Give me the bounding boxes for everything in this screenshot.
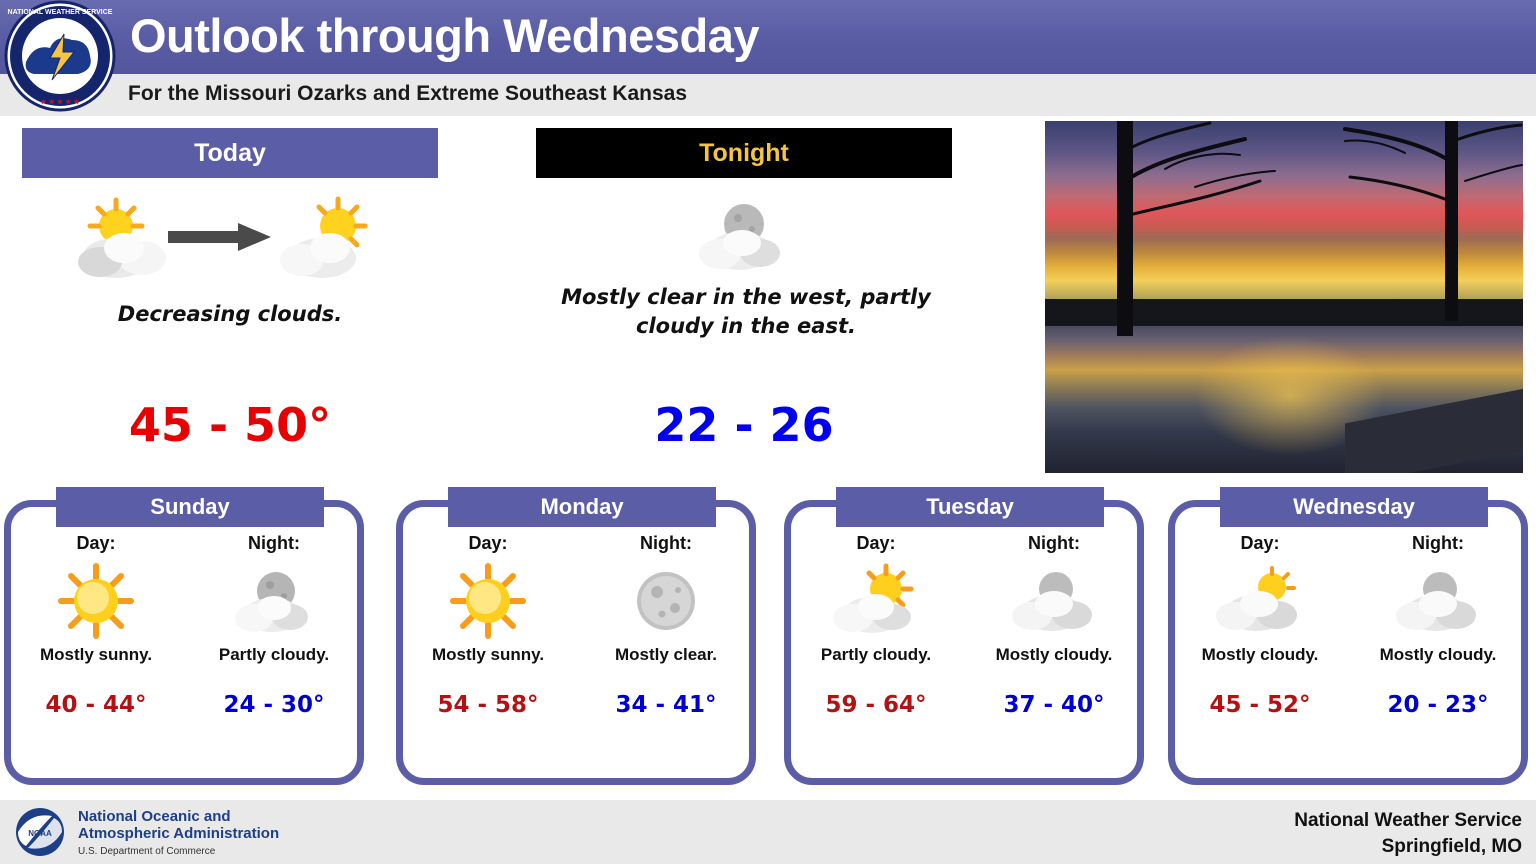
forecast-card-title: Monday (448, 487, 716, 527)
moon-behind-cloud-icon (694, 196, 790, 276)
day-label: Day: (468, 533, 508, 553)
sun-behind-cloud-icon (78, 196, 176, 284)
page-title: Outlook through Wednesday (130, 9, 759, 62)
mostly-cloudy-icon (1171, 558, 1349, 644)
night-condition: Mostly cloudy. (1379, 645, 1497, 664)
office-info (1294, 808, 1522, 859)
day-label: Day: (856, 533, 896, 553)
moon-icon (577, 558, 755, 644)
forecast-day-half (7, 533, 185, 718)
tonight-temperature: 22 - 26 (654, 398, 834, 452)
night-condition: Partly cloudy. (218, 645, 330, 664)
forecast-card-title: Wednesday (1220, 487, 1488, 527)
day-condition: Mostly cloudy. (1201, 645, 1319, 664)
night-temperature: 37 - 40° (1003, 692, 1105, 718)
forecast-card-monday (396, 487, 768, 797)
night-temperature: 20 - 23° (1387, 692, 1489, 718)
night-label: Night: (640, 533, 692, 553)
forecast-card-tuesday (784, 487, 1156, 797)
noaa-agency-text (78, 808, 279, 857)
forecast-day-half (787, 533, 965, 718)
office-line-1: National Weather Service (1294, 810, 1522, 831)
page-subtitle: For the Missouri Ozarks and Extreme Southeast Kansas (128, 82, 688, 105)
cloudy-night-icon (1349, 558, 1527, 644)
today-description: Decreasing clouds. (117, 302, 343, 326)
noaa-logo-icon (12, 806, 68, 858)
tonight-description: Mostly clear in the west, partly cloudy in the east. (561, 285, 931, 339)
forecast-card-title: Sunday (56, 487, 324, 527)
svg-text:NATIONAL WEATHER SERVICE: NATIONAL WEATHER SERVICE (7, 9, 113, 16)
svg-text:NOAA: NOAA (28, 829, 52, 838)
agency-line-2: Atmospheric Administration (78, 825, 280, 843)
sun-behind-cloud-icon-2 (278, 196, 376, 284)
night-label: Night: (248, 533, 300, 553)
mostly-sunny-icon (7, 558, 185, 644)
today-header: Today (22, 128, 438, 178)
day-temperature: 59 - 64° (825, 692, 927, 718)
sun-behind-cloud-icon (787, 558, 965, 644)
night-label: Night: (1028, 533, 1080, 553)
today-temperature: 45 - 50° (128, 398, 332, 452)
nws-logo-icon (4, 0, 116, 112)
night-condition: Mostly clear. (614, 645, 718, 664)
day-temperature: 54 - 58° (437, 692, 539, 718)
night-condition: Mostly cloudy. (995, 645, 1113, 664)
office-line-2: Springfield, MO (1381, 835, 1522, 857)
forecast-day-half (399, 533, 577, 718)
forecast-card-title: Tuesday (836, 487, 1104, 527)
right-arrow-icon (168, 222, 272, 252)
night-label: Night: (1412, 533, 1464, 553)
forecast-night-half (1349, 533, 1527, 718)
night-temperature: 34 - 41° (615, 692, 717, 718)
sunny-icon (399, 558, 577, 644)
forecast-night-half (577, 533, 755, 718)
day-label: Day: (76, 533, 116, 553)
forecast-day-half (1171, 533, 1349, 718)
night-temperature: 24 - 30° (223, 692, 325, 718)
forecast-card-sunday (4, 487, 376, 797)
cloudy-night-icon (965, 558, 1143, 644)
day-condition: Mostly sunny. (39, 645, 153, 664)
day-condition: Partly cloudy. (820, 645, 932, 664)
day-temperature: 45 - 52° (1209, 692, 1311, 718)
svg-text:★ ★ ★ ★ ★: ★ ★ ★ ★ ★ (40, 99, 80, 106)
day-label: Day: (1240, 533, 1280, 553)
day-condition: Mostly sunny. (431, 645, 545, 664)
forecast-night-half (185, 533, 363, 718)
tonight-header: Tonight (536, 128, 952, 178)
day-temperature: 40 - 44° (45, 692, 147, 718)
sunset-over-lake-photo (1045, 121, 1523, 473)
agency-line-1: National Oceanic and (78, 808, 231, 825)
agency-line-3: U.S. Department of Commerce (78, 845, 216, 857)
moon-behind-cloud-icon (185, 558, 363, 644)
forecast-night-half (965, 533, 1143, 718)
forecast-card-wednesday (1168, 487, 1536, 797)
